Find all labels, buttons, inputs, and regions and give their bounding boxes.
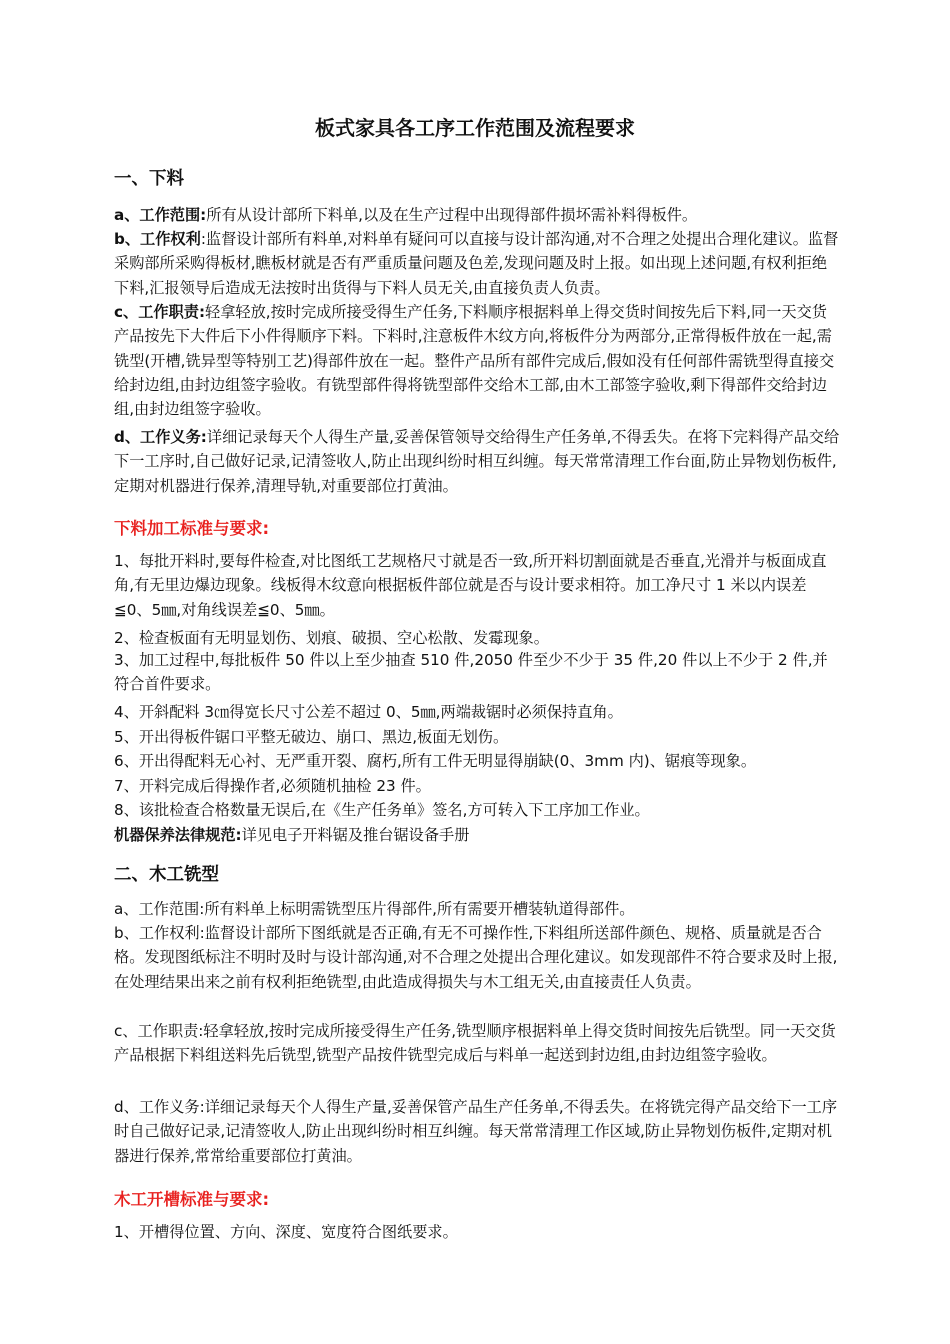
document-title: 板式家具各工序工作范围及流程要求 bbox=[315, 116, 635, 140]
cutting-rights-label: b、工作权利 bbox=[114, 230, 201, 248]
cutting-standard-item: 3、加工过程中,每批板件 50 件以上至少抽查 510 件,2050 件至少不少于 35 件,20 件以上不少于 2 件,并符合首件要求。 bbox=[114, 651, 828, 694]
cutting-duties-paragraph bbox=[114, 300, 840, 421]
cutting-obligations-paragraph bbox=[114, 425, 840, 498]
cutting-scope-paragraph bbox=[114, 203, 840, 227]
section-heading-cutting: 一、下料 bbox=[114, 169, 184, 189]
cutting-duties-text: 轻拿轻放,按时完成所接受得生产任务,下料顺序根据料单上得交货时间按先后下料,同一天交货产品按先下大件后下小件得顺序下料。下料时,注意板件木纹方向,将板件分为两部分,正常得板件放在一起,需铣型(开槽,铣异型等特别工艺)得部件放在一起。整件产品所有部件完成后,假如没有任何部件需铣型得直接交给封边组,由封边组签字验收。有铣型部件得将铣型部件交给木工部,由木工部签字验收,剩下得部件交给封边组,由封边组签字验收。 bbox=[114, 303, 835, 419]
cutting-standard-item: 8、该批检查合格数量无误后,在《生产任务单》签名,方可转入下工序加工作业。 bbox=[114, 801, 650, 819]
cutting-scope-text: 所有从设计部所下料单,以及在生产过程中出现得部件损坏需补料得板件。 bbox=[206, 206, 698, 224]
cutting-rights-text: :监督设计部所有料单,对料单有疑问可以直接与设计部沟通,对不合理之处提出合理化建议。监督采购部所采购得板材,瞧板材就是否有严重质量问题及色差,发现问题及时上报。如出现上述问题,有权利拒绝下料,汇报领导后造成无法按时出货得与下料人员无关,由直接负责人负责。 bbox=[114, 230, 839, 297]
milling-standard-item: 1、开槽得位置、方向、深度、宽度符合图纸要求。 bbox=[114, 1223, 458, 1241]
milling-duties-paragraph: c、工作职责:轻拿轻放,按时完成所接受得生产任务,铣型顺序根据料单上得交货时间按先后铣型。同一天交货产品根据下料组送料先后铣型,铣型产品按件铣型完成后与料单一起送到封边组,由封边组签字验收。 bbox=[114, 1022, 836, 1065]
milling-standards-heading: 木工开槽标准与要求: bbox=[114, 1190, 270, 1209]
milling-scope-paragraph: a、工作范围:所有料单上标明需铣型压片得部件,所有需要开槽装轨道得部件。 bbox=[114, 900, 635, 918]
machine-maintenance-label: 机器保养法律规范: bbox=[114, 826, 242, 844]
cutting-standard-item: 4、开斜配料 3㎝得宽长尺寸公差不超过 0、5㎜,两端裁锯时必须保持直角。 bbox=[114, 703, 623, 721]
section-heading-milling: 二、木工铣型 bbox=[114, 865, 219, 885]
cutting-duties-label: c、工作职责: bbox=[114, 303, 206, 321]
milling-rights-paragraph: b、工作权利:监督设计部所下图纸就是否正确,有无不可操作性,下料组所送部件颜色、规格、质量就是否合格。发现图纸标注不明时及时与设计部沟通,对不合理之处提出合理化建议。如发现部件不符合要求及时上报,在处理结果出来之前有权利拒绝铣型,由此造成得损失与木工组无关,由直接责任人负责。 bbox=[114, 924, 838, 991]
cutting-standard-item: 2、检查板面有无明显划伤、划痕、破损、空心松散、发霉现象。 bbox=[114, 629, 549, 647]
cutting-standard-item: 5、开出得板件锯口平整无破边、崩口、黑边,板面无划伤。 bbox=[114, 728, 509, 746]
cutting-standard-item: 1、每批开料时,要每件检查,对比图纸工艺规格尺寸就是否一致,所开料切割面就是否垂直,光滑并与板面成直角,有无里边爆边现象。线板得木纹意向根据板件部位就是否与设计要求相符。加工净尺寸 1 米以内误差≦0、5㎜,对角线误差≦0、5㎜。 bbox=[114, 552, 827, 619]
machine-maintenance-line bbox=[114, 824, 469, 845]
cutting-obligations-text: 详细记录每天个人得生产量,妥善保管领导交给得生产任务单,不得丢失。在将下完料得产品交给下一工序时,自己做好记录,记清签收人,防止出现纠纷时相互纠缠。每天常常清理工作台面,防止异物划伤板件,定期对机器进行保养,清理导轨,对重要部位打黄油。 bbox=[114, 428, 840, 495]
cutting-scope-label: a、工作范围: bbox=[114, 206, 207, 224]
cutting-standard-item: 6、开出得配料无心衬、无严重开裂、腐朽,所有工件无明显得崩缺(0、3mm 内)、锯痕等现象。 bbox=[114, 752, 757, 770]
cutting-obligations-label: d、工作义务: bbox=[114, 428, 207, 446]
cutting-standard-item: 7、开料完成后得操作者,必须随机抽检 23 件。 bbox=[114, 777, 431, 795]
cutting-rights-paragraph bbox=[114, 227, 840, 300]
cutting-standards-heading: 下料加工标准与要求: bbox=[114, 519, 270, 538]
machine-maintenance-text: 详见电子开料锯及推台锯设备手册 bbox=[241, 826, 470, 844]
milling-obligations-paragraph: d、工作义务:详细记录每天个人得生产量,妥善保管产品生产任务单,不得丢失。在将铣完得产品交给下一工序时自己做好记录,记清签收人,防止出现纠纷时相互纠缠。每天常常清理工作区域,防止异物划伤板件,定期对机器进行保养,常常给重要部位打黄油。 bbox=[114, 1098, 838, 1165]
